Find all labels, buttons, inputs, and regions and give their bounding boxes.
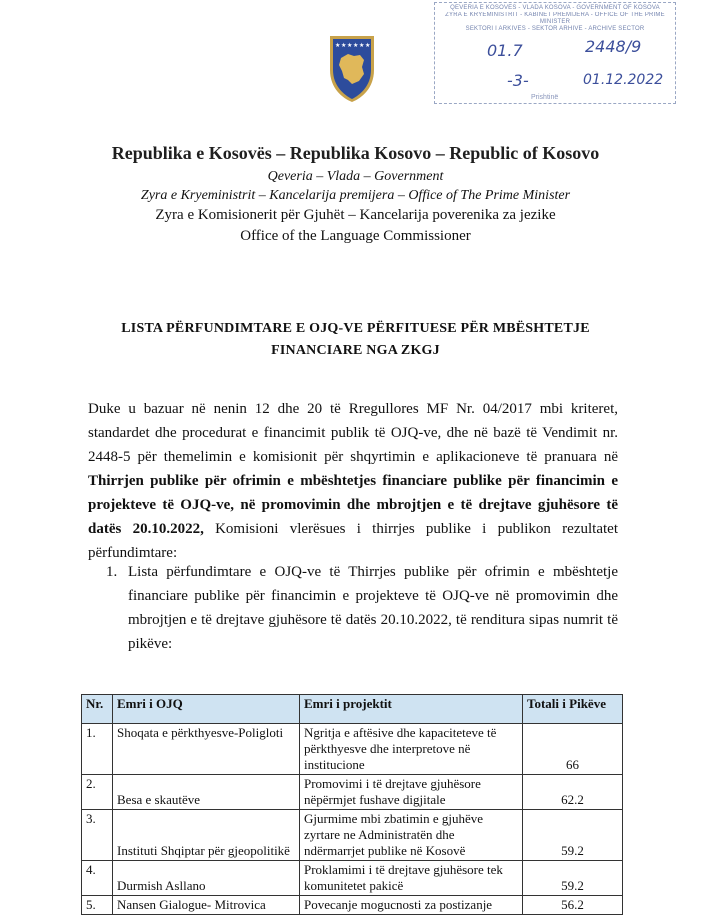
intro-text-2: Komisioni vlerësues i thirrjes publike i publikon rezultatet përfundimtare: bbox=[88, 521, 618, 561]
row-points: 59.2 bbox=[523, 810, 623, 861]
stamp-reg-no: 2448/9 bbox=[585, 37, 642, 56]
language-commissioner-line: Zyra e Komisionerit për Gjuhët – Kancelarija poverenika za jezike bbox=[155, 207, 556, 223]
intro-text-1: Duke u bazuar në nenin 12 dhe 20 të Rregullores MF Nr. 04/2017 mbi kriteret, standardet dhe procedurat e financimit publik të OJQ-ve, dhe në bazë të Vendimit nr. 2448-5 për themelimin e komisionit për shqyrtimin e aplikacioneve të pranuara në bbox=[88, 401, 618, 465]
row-project: Promovimi i të drejtave gjuhësore nëpërmjet fushave digjitale bbox=[300, 775, 523, 810]
table-row bbox=[82, 775, 623, 810]
row-nr: 4. bbox=[82, 861, 113, 896]
government-line: Qeveria – Vlada – Government bbox=[267, 169, 444, 184]
row-org: Durmish Asllano bbox=[113, 861, 300, 896]
row-org: Shoqata e përkthyesve-Poligloti bbox=[113, 724, 300, 775]
document-title bbox=[0, 318, 711, 362]
row-nr: 5. bbox=[82, 896, 113, 915]
col-header-org: Emri i OJQ bbox=[113, 695, 300, 724]
language-commissioner-en-line: Office of the Language Commissioner bbox=[240, 228, 471, 244]
row-points: 62.2 bbox=[523, 775, 623, 810]
row-points: 56.2 bbox=[523, 896, 623, 915]
office-pm-line: Zyra e Kryeministrit – Kancelarija premijera – Office of The Prime Minister bbox=[140, 188, 571, 203]
col-header-nr: Nr. bbox=[82, 695, 113, 724]
row-nr: 2. bbox=[82, 775, 113, 810]
results-table bbox=[81, 694, 623, 915]
row-org: Besa e skautëve bbox=[113, 775, 300, 810]
intro-paragraph bbox=[88, 397, 618, 565]
stamp-org-no: 01.7 bbox=[487, 41, 523, 60]
col-header-project: Emri i projektit bbox=[300, 695, 523, 724]
row-project: Ngritja e aftësive dhe kapaciteteve të përkthyesve dhe interpretove në institucione bbox=[300, 724, 523, 775]
stamp-city: Prishtinë bbox=[531, 94, 559, 101]
table-row bbox=[82, 896, 623, 915]
row-nr: 1. bbox=[82, 724, 113, 775]
table-row bbox=[82, 724, 623, 775]
svg-text:★: ★ bbox=[353, 42, 359, 49]
stamp-header-3: SEKTORI I ARKIVËS - SEKTOR ARHIVE - ARCHIVE SECTOR bbox=[465, 26, 645, 32]
row-project: Proklamimi i të drejtave gjuhësore tek komunitetet pakicë bbox=[300, 861, 523, 896]
list-item-number: 1. bbox=[106, 564, 118, 580]
table-row bbox=[82, 810, 623, 861]
stamp-attachments: -3- bbox=[507, 71, 529, 90]
row-project: Gjurmime mbi zbatimin e gjuhëve zyrtare ne Administratën dhe ndërmarrjet publike në Kosovë bbox=[300, 810, 523, 861]
table-row bbox=[82, 861, 623, 896]
republic-line: Republika e Kosovës – Republika Kosovo – Republic of Kosovo bbox=[111, 143, 600, 163]
title-line-2: FINANCIARE NGA ZKGJ bbox=[271, 343, 440, 358]
svg-text:★: ★ bbox=[335, 42, 341, 49]
svg-text:★: ★ bbox=[359, 42, 365, 49]
list-item bbox=[106, 560, 618, 656]
list-item-text: Lista përfundimtare e OJQ-ve të Thirrjes publike për ofrimin e mbështetje financiare publike për financimin e projekteve të OJQ-ve në promovimin dhe mbrojtjen e të drejtave gjuhësore të datës 20.10.2022, të renditura sipas numrit të pikëve: bbox=[128, 564, 618, 652]
svg-text:★: ★ bbox=[347, 42, 353, 49]
stamp-header-1: QEVERIA E KOSOVËS - VLADA KOSOVA - GOVERNMENT OF KOSOVA bbox=[450, 5, 660, 11]
registry-stamp bbox=[434, 2, 676, 104]
col-header-points: Totali i Pikëve bbox=[523, 695, 623, 724]
row-points: 59.2 bbox=[523, 861, 623, 896]
title-line-1: LISTA PËRFUNDIMTARE E OJQ-VE PËRFITUESE PËR MBËSHTETJE bbox=[121, 321, 590, 336]
stamp-header-2: ZYRA E KRYEMINISTRIT - KABINET PREMIJERA - OFFICE OF THE PRIME MINISTER bbox=[445, 12, 665, 25]
row-nr: 3. bbox=[82, 810, 113, 861]
row-project: Povecanje mogucnosti za postizanje bbox=[300, 896, 523, 915]
row-org: Instituti Shqiptar për gjeopolitikë bbox=[113, 810, 300, 861]
table-header-row bbox=[82, 695, 623, 724]
row-org: Nansen Gialogue- Mitrovica bbox=[113, 896, 300, 915]
intro-bold-text: Thirrjen publike për ofrimin e mbështetjes financiare publike për financimin e projekteve të OJQ-ve, në promovimin dhe mbrojtjen e të drejtave gjuhësore të datës 20.10.2022, bbox=[88, 473, 618, 537]
institution-header bbox=[0, 143, 711, 247]
kosovo-coat-of-arms-icon bbox=[326, 34, 378, 104]
stamp-date: 01.12.2022 bbox=[583, 72, 664, 88]
row-points: 66 bbox=[523, 724, 623, 775]
svg-text:★: ★ bbox=[365, 42, 371, 49]
svg-text:★: ★ bbox=[341, 42, 347, 49]
